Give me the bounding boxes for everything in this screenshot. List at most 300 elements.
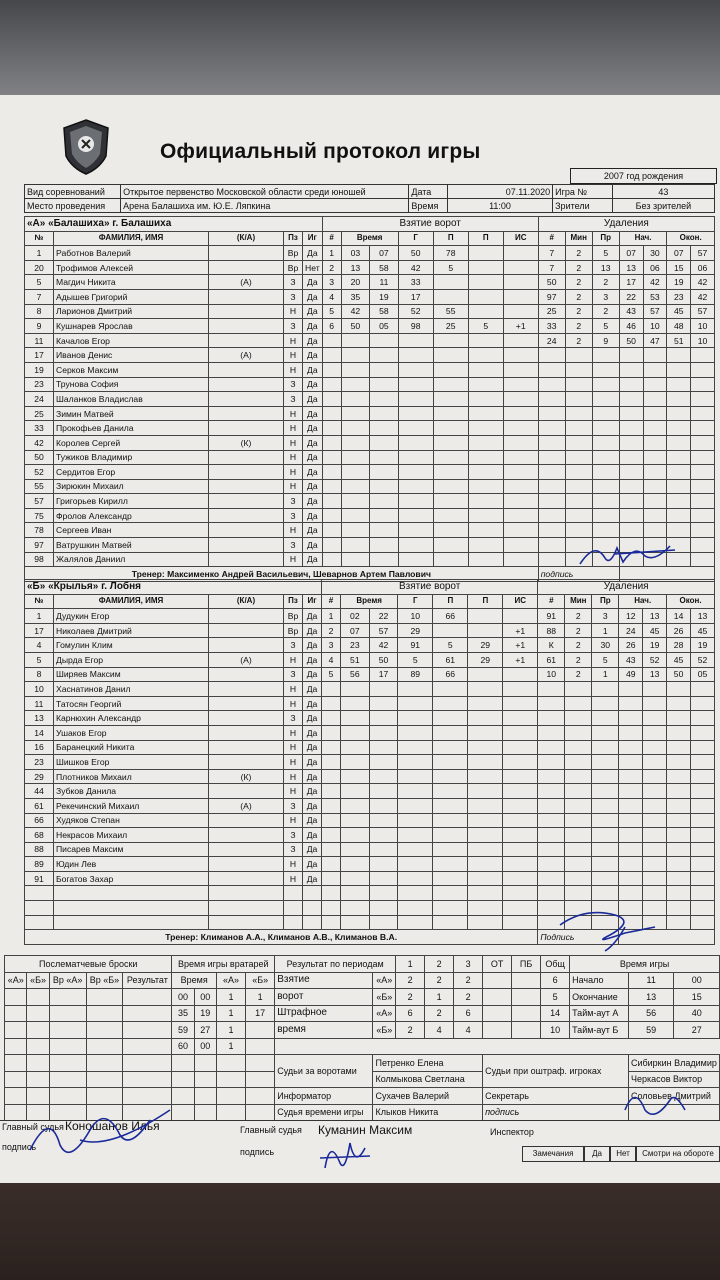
cell <box>503 725 538 740</box>
cell <box>246 1038 275 1055</box>
cell <box>503 682 538 697</box>
cell: 7 <box>538 260 565 275</box>
cell: 98 <box>25 552 54 567</box>
cell: 57 <box>643 304 667 319</box>
cell <box>398 682 433 697</box>
cell: 13 <box>25 711 54 726</box>
cell: 51 <box>667 333 691 348</box>
player-row <box>25 319 715 334</box>
cell: Сергеев Иван <box>54 523 209 538</box>
cell <box>691 769 715 784</box>
cell <box>565 465 592 480</box>
remarks-box: Замечания <box>522 1146 584 1162</box>
cell <box>216 1055 245 1072</box>
cell <box>565 494 592 509</box>
cell <box>691 494 715 509</box>
cell <box>503 828 538 843</box>
cell: 56 <box>628 1005 673 1022</box>
col-n: # <box>322 231 341 246</box>
cell <box>468 842 503 857</box>
cell: 15 <box>667 260 691 275</box>
cell <box>592 392 619 407</box>
cell: З <box>284 667 303 682</box>
cell <box>538 450 565 465</box>
cell: Да <box>303 667 322 682</box>
cell <box>643 842 667 857</box>
cell <box>433 623 468 638</box>
cell: 2 <box>592 304 619 319</box>
cell: 42 <box>691 289 715 304</box>
cell <box>209 682 284 697</box>
cell <box>341 901 370 916</box>
cell <box>341 696 370 711</box>
cell <box>592 479 619 494</box>
cell <box>691 348 715 363</box>
cell: «Б» <box>27 972 49 989</box>
cell: 07 <box>619 246 643 261</box>
cell <box>565 348 592 363</box>
cell <box>209 289 284 304</box>
cell <box>433 392 468 407</box>
cell <box>468 348 503 363</box>
cell: 5 <box>433 260 468 275</box>
player-row <box>25 275 715 290</box>
cell: Н <box>284 435 303 450</box>
cell <box>503 552 538 567</box>
col-ig: Иг <box>303 231 323 246</box>
cell <box>322 871 341 886</box>
player-row <box>25 508 715 523</box>
cell <box>643 813 667 828</box>
cell: 46 <box>619 319 643 334</box>
year-note: 2007 год рождения <box>570 168 717 184</box>
cell: Н <box>284 552 303 567</box>
cell <box>512 1022 541 1039</box>
cell <box>512 989 541 1006</box>
cell: 10 <box>25 682 54 697</box>
cell <box>619 842 643 857</box>
cell: Зимин Матвей <box>54 406 209 421</box>
cell: Да <box>303 813 322 828</box>
cell <box>123 1071 172 1088</box>
see-reverse: Смотри на обороте <box>636 1146 720 1162</box>
cell: Да <box>303 319 323 334</box>
cell: Да <box>303 552 323 567</box>
col-start: Нач. <box>619 231 667 246</box>
cell <box>209 813 284 828</box>
cell: 45 <box>691 623 715 638</box>
cell <box>468 421 503 436</box>
cell <box>369 871 398 886</box>
cell: 07 <box>667 246 691 261</box>
cell <box>341 857 370 872</box>
game-label: Игра № <box>553 185 613 199</box>
player-row <box>25 769 715 784</box>
cell <box>565 406 592 421</box>
cell <box>216 1104 245 1121</box>
cell <box>468 465 503 480</box>
cell: 5 <box>433 638 468 653</box>
cell <box>538 392 565 407</box>
cell: Судьи за воротами <box>275 1055 373 1088</box>
cell <box>433 421 468 436</box>
cell <box>592 508 619 523</box>
col-pen-no: # <box>538 231 565 246</box>
cell <box>468 857 503 872</box>
cell: Да <box>303 435 323 450</box>
cell <box>5 1022 27 1039</box>
cell: 6 <box>541 972 570 989</box>
cell <box>538 435 565 450</box>
coach-a-signature-icon <box>575 536 685 570</box>
cell <box>691 798 715 813</box>
cell <box>322 711 341 726</box>
cell: Да <box>303 842 322 857</box>
cell: 20 <box>25 260 54 275</box>
cell <box>503 421 538 436</box>
cell <box>667 377 691 392</box>
cell: Вр «Б» <box>86 972 123 989</box>
cell <box>667 392 691 407</box>
cell <box>209 523 284 538</box>
cell: 16 <box>25 740 54 755</box>
col-no: № <box>25 231 54 246</box>
col-end: Окон. <box>667 231 715 246</box>
cell: 50 <box>538 275 565 290</box>
cell <box>643 711 667 726</box>
cell <box>322 494 341 509</box>
cell <box>643 465 667 480</box>
cell: Тайм-аут А <box>570 1005 629 1022</box>
cell: Фролов Александр <box>54 508 209 523</box>
cell: Да <box>303 740 322 755</box>
cell: 8 <box>25 667 54 682</box>
chief2-name: Куманин Максим <box>318 1123 413 1137</box>
cell <box>691 523 715 538</box>
cell: Судья времени игры <box>275 1104 373 1121</box>
cell <box>27 1071 49 1088</box>
cell: Н <box>284 740 303 755</box>
photo-background-top <box>0 0 720 110</box>
cell: К <box>538 638 565 653</box>
player-row <box>25 652 715 667</box>
cell <box>619 725 643 740</box>
cell: З <box>284 638 303 653</box>
cell <box>209 465 284 480</box>
cell: 13 <box>643 667 667 682</box>
cell <box>216 1088 245 1105</box>
cell: Сердитов Егор <box>54 465 209 480</box>
cell <box>691 435 715 450</box>
coach-b-signature-icon <box>555 905 675 955</box>
cell: (К) <box>209 435 284 450</box>
cell <box>341 494 370 509</box>
cell <box>209 319 284 334</box>
cell <box>303 886 322 901</box>
cell <box>341 711 370 726</box>
cell: 2 <box>565 333 592 348</box>
cell <box>209 392 284 407</box>
player-row <box>25 857 715 872</box>
cell: 2 <box>425 1005 454 1022</box>
cell: Зубков Данила <box>54 784 209 799</box>
cell: 2 <box>565 260 592 275</box>
cell <box>468 901 503 916</box>
cell: Окончание <box>570 989 629 1006</box>
cell <box>643 392 667 407</box>
cell <box>194 1071 216 1088</box>
cell <box>538 828 565 843</box>
cell: 19 <box>691 638 715 653</box>
cell: Вр <box>284 623 303 638</box>
cell <box>643 682 667 697</box>
cell: З <box>284 828 303 843</box>
cell <box>5 1005 27 1022</box>
cell: 2 <box>565 304 592 319</box>
cell: 66 <box>25 813 54 828</box>
cell <box>370 435 399 450</box>
cell: +1 <box>503 623 538 638</box>
cell: (К) <box>209 769 284 784</box>
cell <box>341 828 370 843</box>
cell: Юдин Лев <box>54 857 209 872</box>
cell <box>691 508 715 523</box>
cell <box>643 421 667 436</box>
cell: Результат <box>123 972 172 989</box>
cell <box>592 755 619 770</box>
cell <box>433 682 468 697</box>
cell: Плотников Михаил <box>54 769 209 784</box>
cell: 19 <box>643 638 667 653</box>
cell: (А) <box>209 348 284 363</box>
cell: Да <box>303 289 323 304</box>
cell <box>433 479 468 494</box>
cell: З <box>284 798 303 813</box>
cell <box>468 769 503 784</box>
cell: «А» <box>5 972 27 989</box>
game-value: 43 <box>612 185 714 199</box>
cell: 50 <box>25 450 54 465</box>
cell <box>209 842 284 857</box>
team-a-table <box>24 216 715 582</box>
cell <box>538 538 565 553</box>
cell: Шишков Егор <box>54 755 209 770</box>
cell <box>565 682 592 697</box>
cell <box>209 638 284 653</box>
cell <box>667 784 691 799</box>
cell <box>468 304 503 319</box>
cell <box>209 508 284 523</box>
cell <box>468 479 503 494</box>
cell: Соловьев Дмитрий <box>628 1088 719 1105</box>
cell <box>643 508 667 523</box>
cell <box>538 871 565 886</box>
player-row <box>25 871 715 886</box>
cell <box>619 435 643 450</box>
cell: 2 <box>565 623 592 638</box>
cell <box>503 769 538 784</box>
cell: Взятие <box>275 972 373 989</box>
cell: Н <box>284 682 303 697</box>
cell <box>483 972 512 989</box>
cell <box>667 494 691 509</box>
cell: 1 <box>322 246 341 261</box>
cell <box>619 508 643 523</box>
cell <box>322 406 341 421</box>
cell <box>27 1022 49 1039</box>
cell: 56 <box>341 667 370 682</box>
cell: 2 <box>565 289 592 304</box>
cell: подпись <box>483 1104 629 1121</box>
cell: 33 <box>398 275 433 290</box>
cell <box>370 333 399 348</box>
cell <box>370 494 399 509</box>
cell: 88 <box>25 842 54 857</box>
cell <box>209 755 284 770</box>
cell <box>468 538 503 553</box>
cell <box>483 989 512 1006</box>
cell: 33 <box>538 319 565 334</box>
cell <box>643 362 667 377</box>
cell <box>370 465 399 480</box>
cell: З <box>284 508 303 523</box>
cell <box>398 915 433 930</box>
cell: Да <box>303 538 323 553</box>
cell: 13 <box>341 260 370 275</box>
cell: 4 <box>425 1022 454 1039</box>
cell <box>468 246 503 261</box>
cell <box>691 421 715 436</box>
cell: 4 <box>454 1022 483 1039</box>
cell: 66 <box>433 667 468 682</box>
cell: 06 <box>643 260 667 275</box>
cell <box>370 421 399 436</box>
cell <box>592 784 619 799</box>
cell <box>503 508 538 523</box>
cell: 29 <box>398 623 433 638</box>
cell: 8 <box>25 304 54 319</box>
cell: 29 <box>468 652 503 667</box>
cell: Секретарь <box>483 1088 629 1105</box>
cell: 1 <box>246 989 275 1006</box>
player-row <box>25 711 715 726</box>
cell: 6 <box>322 319 341 334</box>
cell <box>468 362 503 377</box>
cell <box>322 435 341 450</box>
sign-label: Подпись <box>538 930 619 945</box>
cell: Трунова София <box>54 377 209 392</box>
cell <box>86 1005 123 1022</box>
cell: Н <box>284 784 303 799</box>
cell <box>468 494 503 509</box>
cell <box>209 915 284 930</box>
cell: 24 <box>538 333 565 348</box>
cell <box>433 377 468 392</box>
cell: Да <box>303 725 322 740</box>
cell: Магдич Никита <box>54 275 209 290</box>
cell <box>691 886 715 901</box>
cell <box>54 901 209 916</box>
cell: Н <box>284 755 303 770</box>
cell <box>619 813 643 828</box>
cell <box>643 886 667 901</box>
cell <box>667 740 691 755</box>
cell <box>246 1071 275 1088</box>
cell: Н <box>284 523 303 538</box>
cell <box>503 857 538 872</box>
cell <box>592 465 619 480</box>
cell <box>54 915 209 930</box>
cell: Да <box>303 682 322 697</box>
cell <box>667 813 691 828</box>
cell <box>565 755 592 770</box>
cell <box>592 886 619 901</box>
col-pos: Пз <box>284 594 303 609</box>
cell: 17 <box>25 623 54 638</box>
cell <box>619 711 643 726</box>
cell: Н <box>284 348 303 363</box>
cell: 55 <box>25 479 54 494</box>
cell <box>667 769 691 784</box>
cell <box>370 479 399 494</box>
cell <box>565 421 592 436</box>
remarks-no: Нет <box>610 1146 636 1162</box>
cell <box>341 377 370 392</box>
player-row <box>25 465 715 480</box>
cell: 44 <box>25 784 54 799</box>
cell <box>468 623 503 638</box>
cell <box>433 494 468 509</box>
cell <box>322 696 341 711</box>
cell <box>27 1005 49 1022</box>
cell <box>370 392 399 407</box>
cell <box>398 755 433 770</box>
cell: Ватрушкин Матвей <box>54 538 209 553</box>
cell <box>565 740 592 755</box>
cell <box>398 538 433 553</box>
cell <box>322 479 341 494</box>
cell: Да <box>303 508 323 523</box>
cell <box>209 828 284 843</box>
cell <box>433 828 468 843</box>
cell <box>538 362 565 377</box>
cell: 3 <box>454 956 483 973</box>
cell <box>209 711 284 726</box>
cell: Н <box>284 652 303 667</box>
player-row <box>25 479 715 494</box>
cell: Сухачев Валерий <box>373 1088 483 1105</box>
cell <box>433 784 468 799</box>
cell <box>503 406 538 421</box>
cell <box>86 1055 123 1072</box>
cell: 9 <box>25 319 54 334</box>
cell <box>370 348 399 363</box>
cell: Качалов Егор <box>54 333 209 348</box>
secretary-signature-icon <box>615 1080 695 1125</box>
cell <box>322 392 341 407</box>
cell <box>341 552 370 567</box>
cell <box>398 711 433 726</box>
cell: 35 <box>172 1005 194 1022</box>
cell: Татосян Георгий <box>54 696 209 711</box>
cell: 2 <box>565 246 592 261</box>
cell: Иванов Денис <box>54 348 209 363</box>
cell <box>538 406 565 421</box>
cell: 47 <box>643 333 667 348</box>
cell <box>369 857 398 872</box>
cell <box>619 828 643 843</box>
cell <box>691 465 715 480</box>
